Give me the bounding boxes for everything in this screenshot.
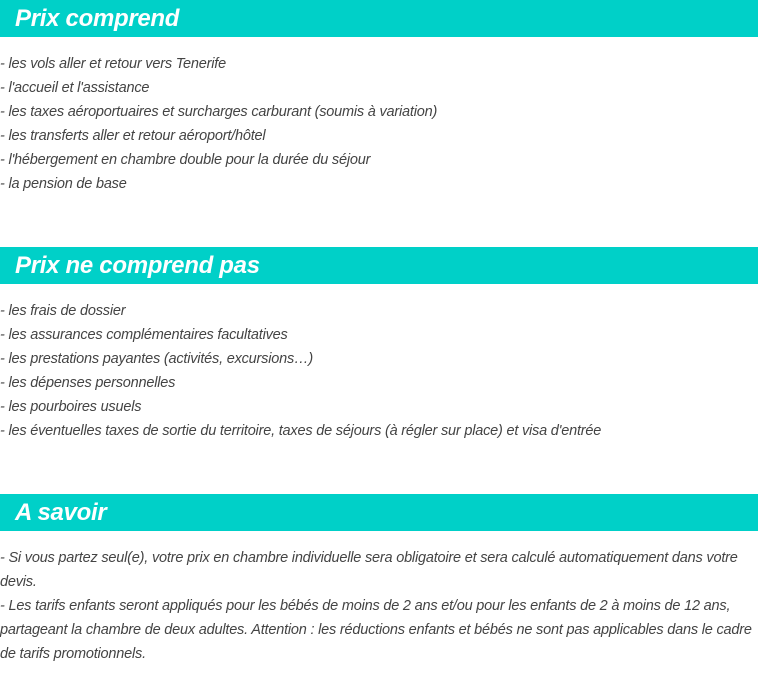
section-header-prix-ne-comprend-pas: Prix ne comprend pas xyxy=(0,247,758,284)
list-item: - les transferts aller et retour aéroport/hôtel xyxy=(0,128,266,144)
list-item: - les assurances complémentaires facultatives xyxy=(0,327,288,343)
info-paragraph: - Les tarifs enfants seront appliqués pour les bébés de moins de 2 ans et/ou pour les enfants de 2 à moins de 12 ans, partageant la chambre de deux adultes. Attention : les réductions enfants et bébés ne sont pas applicables dans le cadre de tarifs promotionnels. xyxy=(0,598,752,662)
excluded-list xyxy=(0,299,758,443)
section-header-prix-comprend: Prix comprend xyxy=(0,0,758,37)
info-list xyxy=(0,546,758,666)
list-item: - les éventuelles taxes de sortie du territoire, taxes de séjours (à régler sur place) et visa d'entrée xyxy=(0,423,602,439)
section-header-a-savoir: A savoir xyxy=(0,494,758,531)
list-item: - l'accueil et l'assistance xyxy=(0,80,150,96)
list-item: - la pension de base xyxy=(0,176,127,192)
list-item: - les vols aller et retour vers Tenerife xyxy=(0,56,226,72)
list-item: - les dépenses personnelles xyxy=(0,375,176,391)
included-list xyxy=(0,52,758,196)
list-item: - les prestations payantes (activités, excursions…) xyxy=(0,351,313,367)
info-paragraph: - Si vous partez seul(e), votre prix en chambre individuelle sera obligatoire et sera calculé automatiquement dans votre devis. xyxy=(0,550,738,590)
list-item: - l'hébergement en chambre double pour la durée du séjour xyxy=(0,152,371,168)
list-item: - les frais de dossier xyxy=(0,303,126,319)
list-item: - les taxes aéroportuaires et surcharges carburant (soumis à variation) xyxy=(0,104,438,120)
list-item: - les pourboires usuels xyxy=(0,399,142,415)
